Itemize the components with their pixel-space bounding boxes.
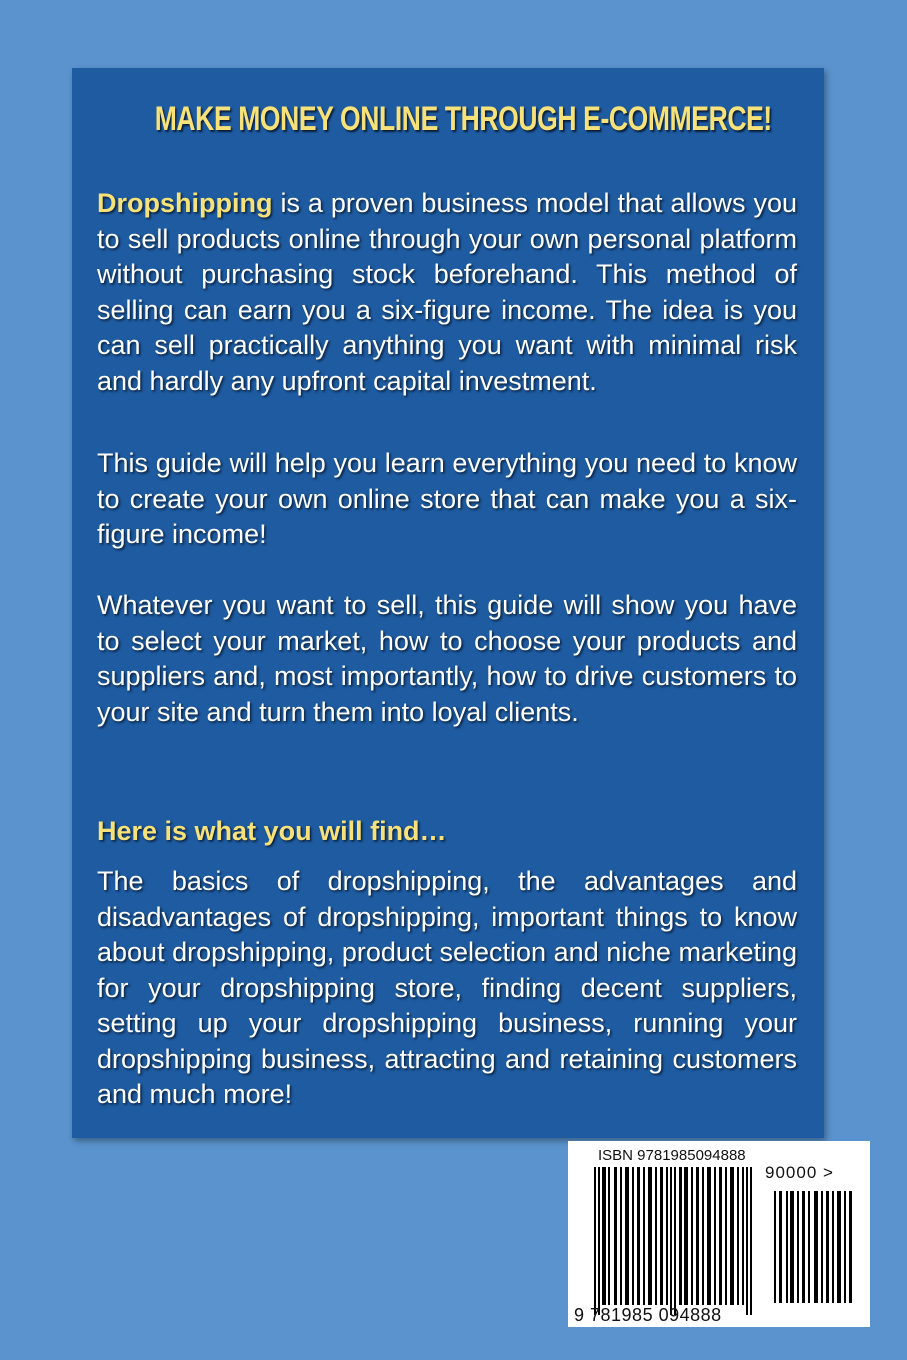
cover-headline: MAKE MONEY ONLINE THROUGH E-COMMERCE! (154, 100, 772, 138)
contents-paragraph: The basics of dropshipping, the advantages and disadvantages of dropshipping, important things to know about dropshipping, product selection and niche marketing for your dropshipping store, finding decent suppliers, setting up your dropshipping business, running your dropshipping business, attracting and retaining customers and much more! (97, 866, 797, 1109)
isbn-digits: 9 781985 094888 (574, 1305, 722, 1325)
back-cover-panel (72, 68, 824, 1138)
isbn-barcode (568, 1141, 870, 1327)
find-subheading: Here is what you will find… (97, 816, 447, 846)
intro-paragraph (97, 186, 797, 399)
isbn-label: ISBN 9781985094888 (598, 1147, 746, 1164)
dropshipping-highlight: Dropshipping (97, 188, 273, 218)
guide-paragraph: This guide will help you learn everything you need to know to create your own online store that can make you a six-figure income! (97, 448, 797, 549)
price-code: 90000 > (765, 1163, 834, 1182)
addon-barcode-bars-icon (774, 1191, 854, 1303)
intro-text: is a proven business model that allows you to sell products online through your own personal platform without purchasing stock beforehand. This method of selling can earn you a six-figure income. The idea is you can sell practically anything you want with minimal risk and hardly any upfront capital investment. (97, 188, 797, 396)
market-paragraph: Whatever you want to sell, this guide will show you have to select your market, how to choose your products and suppliers and, most importantly, how to drive customers to your site and turn them into loyal clients. (97, 590, 797, 727)
barcode-bars-icon (594, 1167, 752, 1315)
